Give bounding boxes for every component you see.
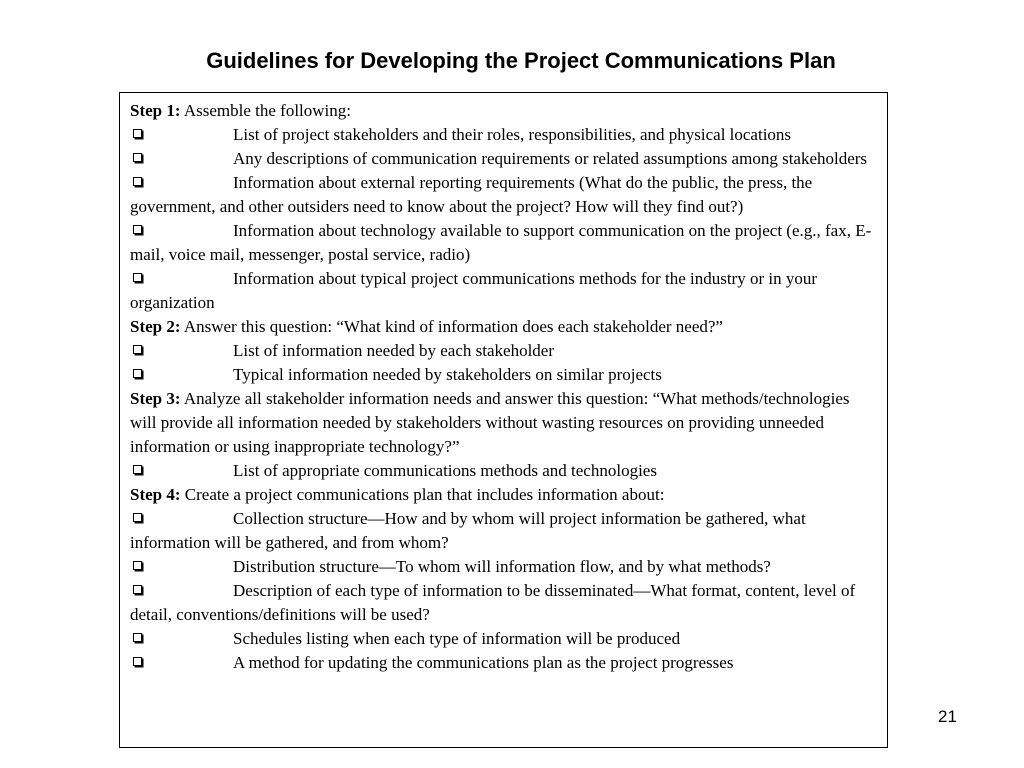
bullet-text: Information about technology available to support communication on the project (e.g., fax, E-mail, voice mail, messenger, postal service, radio) [130,221,872,264]
checkbox-icon [133,225,142,234]
bullet-text: Schedules listing when each type of information will be produced [233,629,681,648]
checkbox-icon [133,561,142,570]
bullet-text: Information about typical project communications methods for the industry or in your organization [130,269,818,312]
list-item [130,267,878,315]
guidelines-box [119,92,888,748]
checkbox-icon [133,177,142,186]
list-item [130,363,878,387]
step-4-line [130,483,878,507]
step-4-text: Create a project communications plan that includes information about: [180,485,665,504]
bullet-text: Any descriptions of communication requirements or related assumptions among stakeholders [233,149,868,168]
checkbox-icon [133,465,142,474]
step-3-line [130,387,878,459]
step-3-label: Step 3: [130,389,181,408]
list-item [130,171,878,219]
checkbox-icon [133,369,142,378]
bullet-text: List of information needed by each stakeholder [233,341,554,360]
checkbox-icon [133,129,142,138]
bullet-text: List of project stakeholders and their roles, responsibilities, and physical locations [233,125,792,144]
step-2-text: Answer this question: “What kind of information does each stakeholder need?” [180,317,723,336]
bullet-text: Collection structure—How and by whom will project information be gathered, what information will be gathered, and from whom? [130,509,806,552]
checkbox-icon [133,345,142,354]
step-1-text: Assemble the following: [180,101,351,120]
bullet-text: Distribution structure—To whom will information flow, and by what methods? [233,557,771,576]
list-item [130,507,878,555]
checkbox-icon [133,585,142,594]
list-item [130,627,878,651]
checkbox-icon [133,513,142,522]
bullet-text: Information about external reporting requirements (What do the public, the press, the government, and other outsiders need to know about the project? How will they find out?) [130,173,813,216]
list-item [130,555,878,579]
list-item [130,651,878,675]
list-item [130,219,878,267]
list-item [130,147,878,171]
step-1-line [130,99,878,123]
step-2-line [130,315,878,339]
list-item [130,579,878,627]
page-number: 21 [938,707,957,726]
bullet-text: List of appropriate communications methods and technologies [233,461,657,480]
step-2-label: Step 2: [130,317,181,336]
checkbox-icon [133,273,142,282]
step-4-label: Step 4: [130,485,181,504]
bullet-text: Description of each type of information to be disseminated—What format, content, level of detail, conventions/definitions will be used? [130,581,856,624]
bullet-text: A method for updating the communications plan as the project progresses [233,653,734,672]
step-3-text: Analyze all stakeholder information needs and answer this question: “What methods/technologies will provide all information needed by stakeholders without wasting resources on providing unneeded information or using inappropriate technology?” [130,389,850,456]
checkbox-icon [133,153,142,162]
list-item [130,339,878,363]
bullet-text: Typical information needed by stakeholders on similar projects [233,365,662,384]
list-item [130,123,878,147]
slide-title: Guidelines for Developing the Project Communications Plan [206,48,836,73]
step-1-label: Step 1: [130,101,181,120]
checkbox-icon [133,657,142,666]
list-item [130,459,878,483]
checkbox-icon [133,633,142,642]
